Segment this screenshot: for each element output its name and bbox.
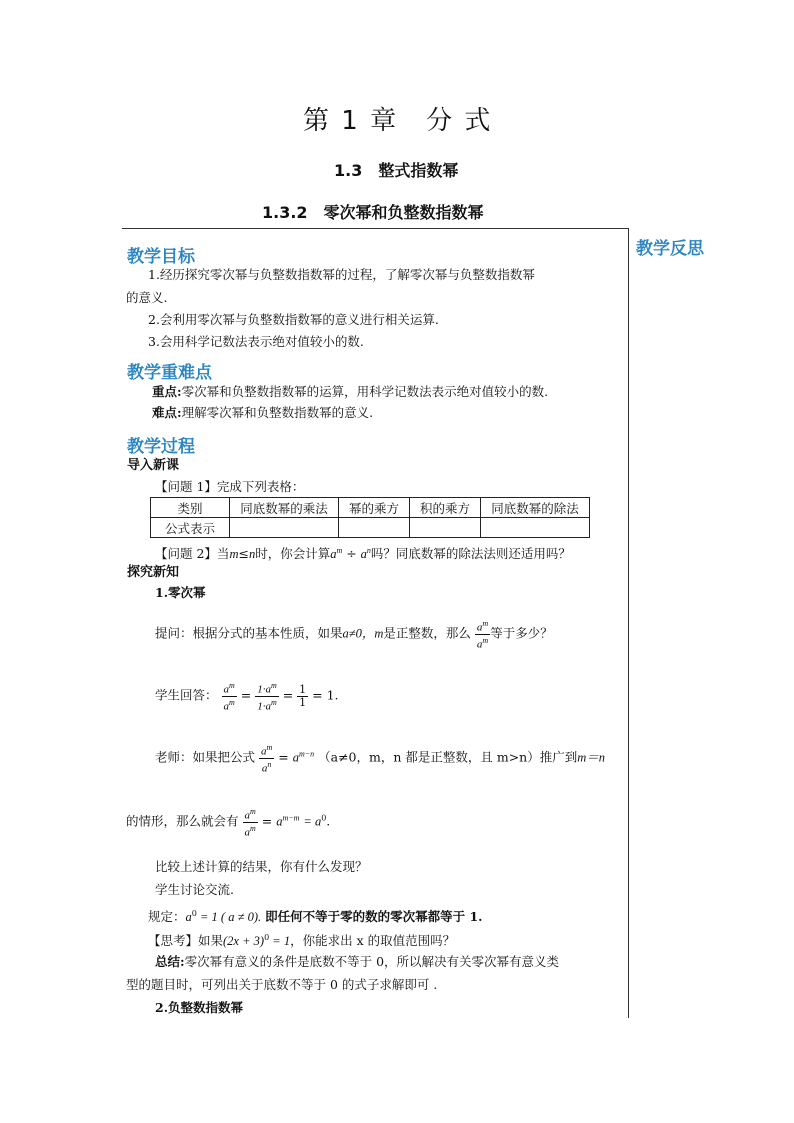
frac-den-a: a bbox=[476, 638, 483, 651]
rule-formula: = 1 ( a ≠ 0). bbox=[196, 910, 262, 925]
goal-2: 2.会利用零次幂与负整数指数幂的意义进行相关运算. bbox=[148, 312, 439, 327]
eq-end: = 1. bbox=[312, 687, 339, 703]
rule-label: 规定： bbox=[148, 909, 186, 925]
q2-pre: 【问题 2】当 bbox=[155, 546, 230, 562]
header-divider bbox=[122, 228, 629, 229]
t-exp: m−n bbox=[298, 749, 315, 759]
explore-heading: 探究新知 bbox=[127, 565, 180, 580]
frac-num-a: a bbox=[476, 621, 483, 634]
f2-num: 1·a bbox=[257, 683, 271, 696]
fraction-1: $\frac{a^m}{a^m}$ bbox=[223, 681, 235, 713]
question-2: 【问题 2】当m≤n时，你会计算$a^m \div a^n$吗？同底数幂的除法法则还适用吗？ bbox=[155, 546, 571, 562]
table-cell: 积的乘方 bbox=[410, 498, 481, 518]
ask-mid: 是正整数，那么 bbox=[383, 625, 471, 641]
difficulty-label: 难点: bbox=[152, 405, 182, 420]
c-end: = a bbox=[303, 814, 322, 829]
f1-den: a bbox=[223, 700, 229, 713]
fraction-am-an: $\frac{a^m}{a^n}$ bbox=[261, 743, 273, 775]
q2-a2: a bbox=[360, 547, 367, 562]
q2-n: n bbox=[248, 547, 256, 562]
fraction-3 bbox=[297, 684, 308, 709]
teacher-line: 老师：如果把公式 $\frac{a^m}{a^n}$ = $a^{m-n}$ （a≠0，m，n 都是正整数，且 m>n）推广到m＝n bbox=[155, 743, 606, 775]
difficulty-text: 理解零次幂和负整数指数幂的意义. bbox=[181, 405, 374, 420]
c-den: a bbox=[244, 826, 250, 839]
ask-pre: 提问：根据分式的基本性质，如果 bbox=[155, 625, 343, 641]
c-num: a bbox=[244, 809, 250, 822]
table-cell: 同底数幂的乘法 bbox=[230, 498, 339, 518]
q2-post: 吗？同底数幂的除法法则还适用吗？ bbox=[370, 546, 571, 562]
summary-line-1 bbox=[155, 953, 559, 971]
teacher-pre: 老师：如果把公式 bbox=[155, 749, 256, 765]
process-heading: 教学过程 bbox=[127, 437, 195, 457]
summary-label: 总结: bbox=[155, 954, 185, 969]
table-cell bbox=[339, 518, 410, 538]
t-den: a bbox=[261, 762, 268, 775]
side-heading-reflection: 教学反思 bbox=[636, 239, 704, 259]
c-res: a bbox=[276, 814, 283, 829]
f3-den: 1 bbox=[299, 695, 307, 709]
summary-line-2: 型的题目时，可列出关于底数不等于 0 的式子求解即可 . bbox=[126, 977, 438, 992]
rule-a: a bbox=[185, 910, 192, 925]
q2-div: ÷ bbox=[342, 546, 361, 562]
negative-power-heading: 2.负整数指数幂 bbox=[155, 1000, 244, 1015]
table-cell: 类别 bbox=[151, 498, 230, 518]
teacher-end: m＝n bbox=[577, 750, 606, 765]
fraction-am-am-2: $\frac{a^m}{a^m}$ bbox=[244, 807, 256, 839]
q2-mid: 时，你会计算 bbox=[255, 546, 331, 562]
table-row bbox=[151, 518, 590, 538]
compare-question: 比较上述计算的结果，你有什么发现？ bbox=[155, 859, 368, 874]
column-divider bbox=[628, 228, 629, 1018]
t-res: a bbox=[292, 750, 299, 765]
ask-cond: a≠0，m bbox=[342, 626, 384, 641]
goal-3: 3.会用科学记数法表示绝对值较小的数. bbox=[148, 334, 364, 349]
summary-text-1: 零次幂有意义的条件是底数不等于 0，所以解决有关零次幂有意义类 bbox=[184, 954, 560, 969]
subsection-title: 1.3.2 零次幂和负整数指数幂 bbox=[262, 203, 484, 222]
difficult-point bbox=[152, 404, 373, 422]
q2-le: ≤ bbox=[238, 546, 249, 562]
key-label: 重点: bbox=[152, 384, 182, 399]
student-label: 学生回答： bbox=[155, 687, 218, 703]
intro-heading: 导入新课 bbox=[127, 458, 180, 473]
goals-heading: 教学目标 bbox=[127, 247, 195, 267]
think-label: 【思考】如果 bbox=[148, 933, 224, 949]
key-point bbox=[152, 383, 548, 401]
rule-line: 规定：$a^0 = 1$ ( a ≠ 0). 即任何不等于零的数的零次幂都等于 1. bbox=[148, 909, 483, 925]
key-text: 零次幂和负整数指数幂的运算，用科学记数法表示绝对值较小的数. bbox=[181, 384, 549, 399]
c-exp: m−m bbox=[282, 813, 300, 823]
t-num: a bbox=[261, 745, 267, 758]
discussion: 学生讨论交流. bbox=[155, 882, 234, 897]
table-row bbox=[151, 498, 590, 518]
case-line: 的情形，那么就会有 $\frac{a^m}{a^m}$ = $a^{m-m} = a^0$. bbox=[126, 807, 331, 839]
student-answer: 学生回答： $\frac{a^m}{a^m}$ = $\frac{1\cdot a^m}{1\cdot a^m}$ = $\frac{1}{1}$ = 1. bbox=[155, 681, 339, 713]
case-pre: 的情形，那么就会有 bbox=[126, 813, 239, 829]
goal-1-line-1: 1.经历探究零次幂与负整数指数幂的过程，了解零次幂与负整数指数幂 bbox=[148, 267, 535, 282]
f2-den: 1·a bbox=[257, 700, 271, 713]
fraction-2: $\frac{1\cdot a^m}{1\cdot a^m}$ bbox=[257, 681, 277, 713]
think-formula2: = 1 bbox=[269, 934, 291, 949]
table-cell: 幂的乘方 bbox=[339, 498, 410, 518]
q2-m: m bbox=[229, 547, 239, 562]
teacher-cond: （a≠0，m，n 都是正整数，且 m>n）推广到 bbox=[318, 749, 578, 765]
think-text: ，你能求出 x 的取值范围吗？ bbox=[290, 933, 456, 949]
c-zero: 0 bbox=[321, 813, 327, 823]
table-cell bbox=[230, 518, 339, 538]
zero-power-heading: 1.零次幂 bbox=[155, 585, 206, 600]
keypoints-heading: 教学重难点 bbox=[127, 363, 212, 383]
think-line: 【思考】如果$(2x + 3)^0 = 1$，你能求出 x 的取值范围吗？ bbox=[148, 933, 456, 949]
rule-text: 即任何不等于零的数的零次幂都等于 1. bbox=[265, 909, 483, 925]
f1-num: a bbox=[223, 683, 229, 696]
formula-table bbox=[150, 497, 590, 538]
question-ask bbox=[155, 618, 553, 650]
table-cell bbox=[481, 518, 590, 538]
question-1: 【问题 1】完成下列表格： bbox=[155, 479, 305, 494]
fraction-am-am: $\frac{a^m}{a^m}$ bbox=[476, 619, 489, 651]
table-cell: 同底数幂的除法 bbox=[481, 498, 590, 518]
chapter-title: 第 1 章 分 式 bbox=[303, 106, 493, 136]
f3-num: 1 bbox=[299, 682, 307, 696]
table-cell: 公式表示 bbox=[151, 518, 230, 538]
ask-post: 等于多少？ bbox=[490, 625, 553, 641]
goal-1-line-2: 的意义. bbox=[126, 290, 168, 305]
section-title: 1.3 整式指数幂 bbox=[334, 161, 459, 180]
q2-a: a bbox=[330, 547, 337, 562]
think-formula: (2x + 3) bbox=[223, 934, 265, 949]
table-cell bbox=[410, 518, 481, 538]
